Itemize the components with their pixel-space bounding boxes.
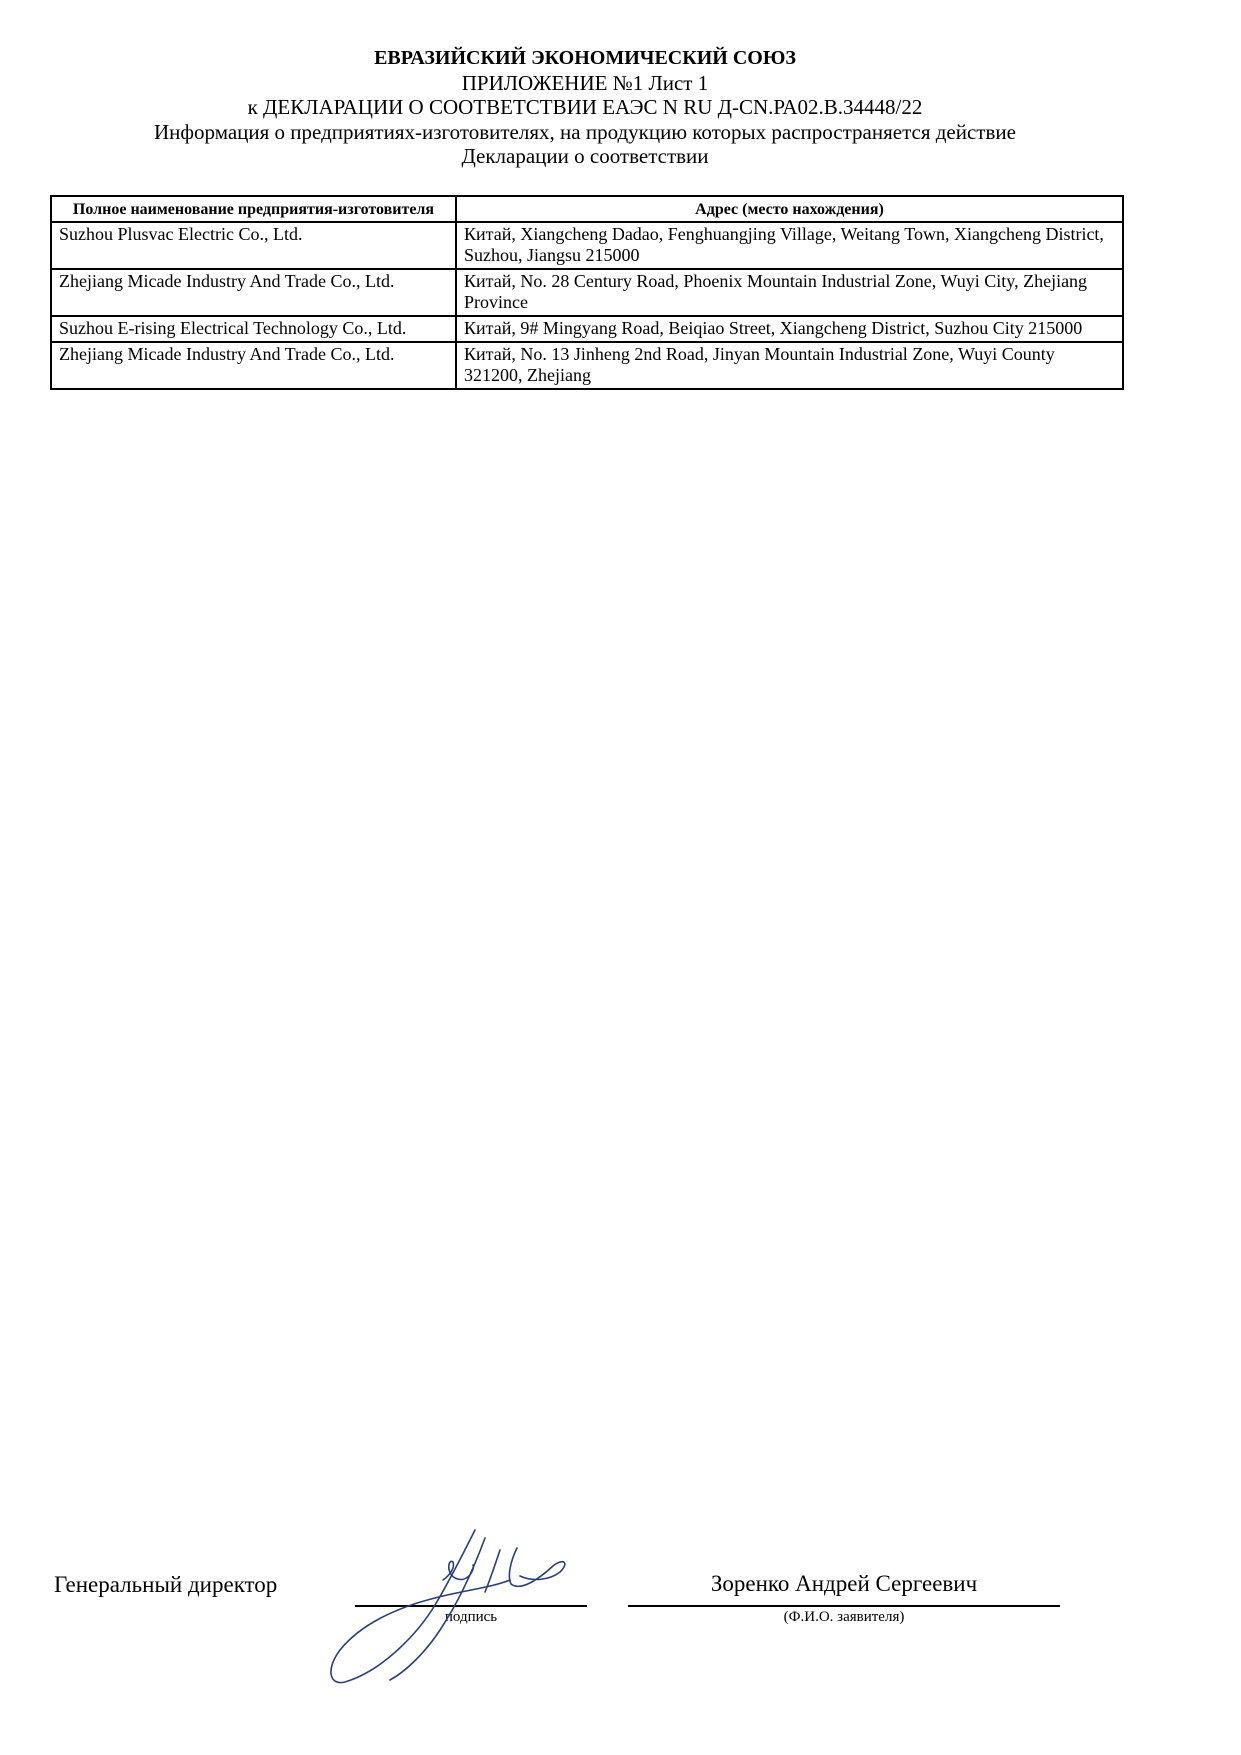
table-row — [51, 342, 1123, 389]
info-line-2: Декларации о соответствии — [461, 144, 709, 168]
table-row — [51, 222, 1123, 269]
signer-name: Зоренко Андрей Сергеевич — [710, 1571, 978, 1596]
name-line — [628, 1605, 1060, 1607]
union-title: ЕВРАЗИЙСКИЙ ЭКОНОМИЧЕСКИЙ СОЮЗ — [374, 47, 796, 69]
manufacturer-address: Китай, No. 28 Century Road, Phoenix Mountain Industrial Zone, Wuyi City, Zhejiang Province — [456, 269, 1123, 316]
declaration-number: к ДЕКЛАРАЦИИ О СООТВЕТСТВИИ ЕАЭС N RU Д-CN.РА02.В.34448/22 — [247, 95, 923, 119]
table-header-row — [51, 196, 1123, 222]
manufacturer-address: Китай, Xiangcheng Dadao, Fenghuangjing Village, Weitang Town, Xiangcheng District, Suzhou, Jiangsu 215000 — [456, 222, 1123, 269]
column-header-name: Полное наименование предприятия-изготовителя — [51, 196, 456, 222]
manufacturer-address: Китай, No. 13 Jinheng 2nd Road, Jinyan Mountain Industrial Zone, Wuyi County 321200, Zhejiang — [456, 342, 1123, 389]
handwritten-signature — [325, 1520, 595, 1690]
manufacturer-address: Китай, 9# Mingyang Road, Beiqiao Street, Xiangcheng District, Suzhou City 215000 — [456, 316, 1123, 342]
manufacturer-name: Suzhou Plusvac Electric Co., Ltd. — [51, 222, 456, 269]
table-row — [51, 316, 1123, 342]
manufacturer-name: Suzhou E-rising Electrical Technology Co., Ltd. — [51, 316, 456, 342]
manufacturer-name: Zhejiang Micade Industry And Trade Co., Ltd. — [51, 342, 456, 389]
manufacturers-table — [50, 195, 1124, 390]
signer-position: Генеральный директор — [54, 1572, 278, 1597]
table-row — [51, 269, 1123, 316]
name-caption: (Ф.И.О. заявителя) — [783, 1609, 905, 1625]
info-line-1: Информация о предприятиях-изготовителях, на продукцию которых распространяется действие — [154, 119, 1016, 144]
signature-caption: подпись — [444, 1609, 498, 1625]
column-header-address: Адрес (место нахождения) — [456, 196, 1123, 222]
document-header — [0, 46, 1170, 169]
appendix-title: ПРИЛОЖЕНИЕ №1 Лист 1 — [461, 70, 709, 95]
manufacturer-name: Zhejiang Micade Industry And Trade Co., Ltd. — [51, 269, 456, 316]
